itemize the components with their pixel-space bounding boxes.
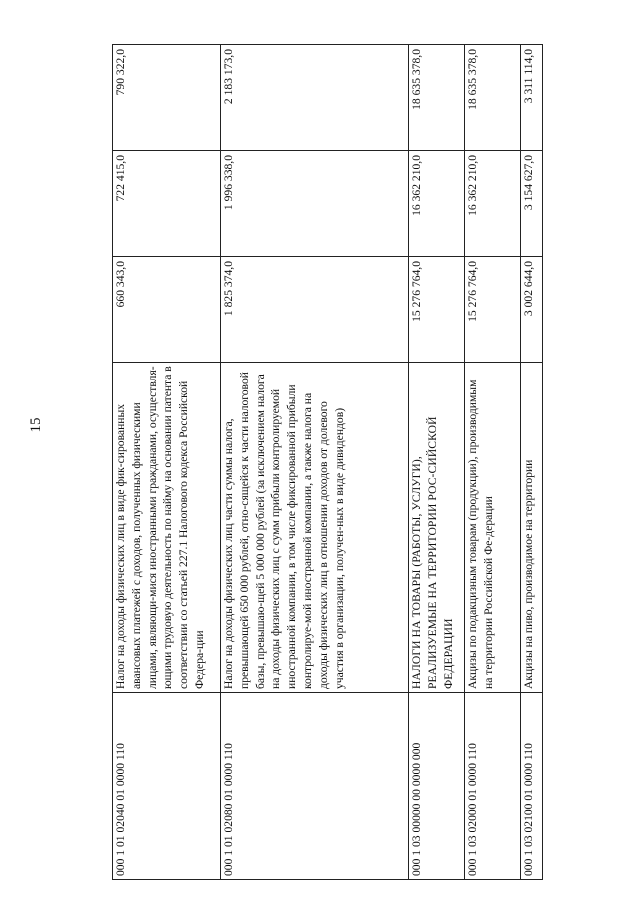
value-year-3: 3 311 114,0 bbox=[521, 45, 543, 151]
value-year-3: 18 635 378,0 bbox=[409, 45, 465, 151]
table-row bbox=[221, 45, 409, 880]
revenue-name: НАЛОГИ НА ТОВАРЫ (РАБОТЫ, УСЛУГИ), РЕАЛИЗУЕМЫЕ НА ТЕРРИТОРИИ РОС-СИЙСКОЙ ФЕДЕРАЦИИ bbox=[409, 363, 465, 693]
value-year-3: 18 635 378,0 bbox=[465, 45, 521, 151]
rotated-table-container bbox=[112, 45, 578, 880]
value-year-1: 660 343,0 bbox=[113, 257, 221, 363]
value-year-2: 1 996 338,0 bbox=[221, 151, 409, 257]
classification-code: 000 1 03 02100 01 0000 110 bbox=[521, 693, 543, 880]
value-year-2: 16 362 210,0 bbox=[465, 151, 521, 257]
revenue-name: Налог на доходы физических лиц части суммы налога, превышающей 650 000 рублей, отно-сящейся к части налоговой базы, превышаю-щей 5 000 000 рублей (за исключением налога на доходы физических лиц с сумм прибыли контролируемой иностранной компании, в том числе фиксированной прибыли контролируе-мой иностранной компании, а также налога на доходы физических лиц в отношении доходов от долевого участия в организации, получен-ных в виде дивидендов) bbox=[221, 363, 409, 693]
value-year-1: 1 825 374,0 bbox=[221, 257, 409, 363]
table-row bbox=[465, 45, 521, 880]
value-year-3: 2 183 173,0 bbox=[221, 45, 409, 151]
budget-revenue-table bbox=[112, 44, 543, 880]
table-row bbox=[521, 45, 543, 880]
value-year-3: 790 322,0 bbox=[113, 45, 221, 151]
page-number: 15 bbox=[28, 417, 44, 433]
table-row bbox=[113, 45, 221, 880]
revenue-name: Акцизы на пиво, производимое на территории bbox=[521, 363, 543, 693]
revenue-name: Налог на доходы физических лиц в виде фик-сированных авансовых платежей с доходов, полученных физическими лицами, являющи-мися иностранными гражданами, осуществля-ющими трудовую деятельность по найму на основании патента в соответствии со статьей 227.1 Налогового кодекса Российской Федера-ции bbox=[113, 363, 221, 693]
classification-code: 000 1 03 02000 01 0000 110 bbox=[465, 693, 521, 880]
classification-code: 000 1 03 00000 00 0000 000 bbox=[409, 693, 465, 880]
value-year-2: 16 362 210,0 bbox=[409, 151, 465, 257]
value-year-1: 3 002 644,0 bbox=[521, 257, 543, 363]
classification-code: 000 1 01 02080 01 0000 110 bbox=[221, 693, 409, 880]
classification-code: 000 1 01 02040 01 0000 110 bbox=[113, 693, 221, 880]
value-year-1: 15 276 764,0 bbox=[409, 257, 465, 363]
revenue-name: Акцизы по подакцизным товарам (продукции), производимым на территории Российской Фе-дерации bbox=[465, 363, 521, 693]
table-row bbox=[409, 45, 465, 880]
value-year-2: 722 415,0 bbox=[113, 151, 221, 257]
value-year-1: 15 276 764,0 bbox=[465, 257, 521, 363]
value-year-2: 3 154 627,0 bbox=[521, 151, 543, 257]
